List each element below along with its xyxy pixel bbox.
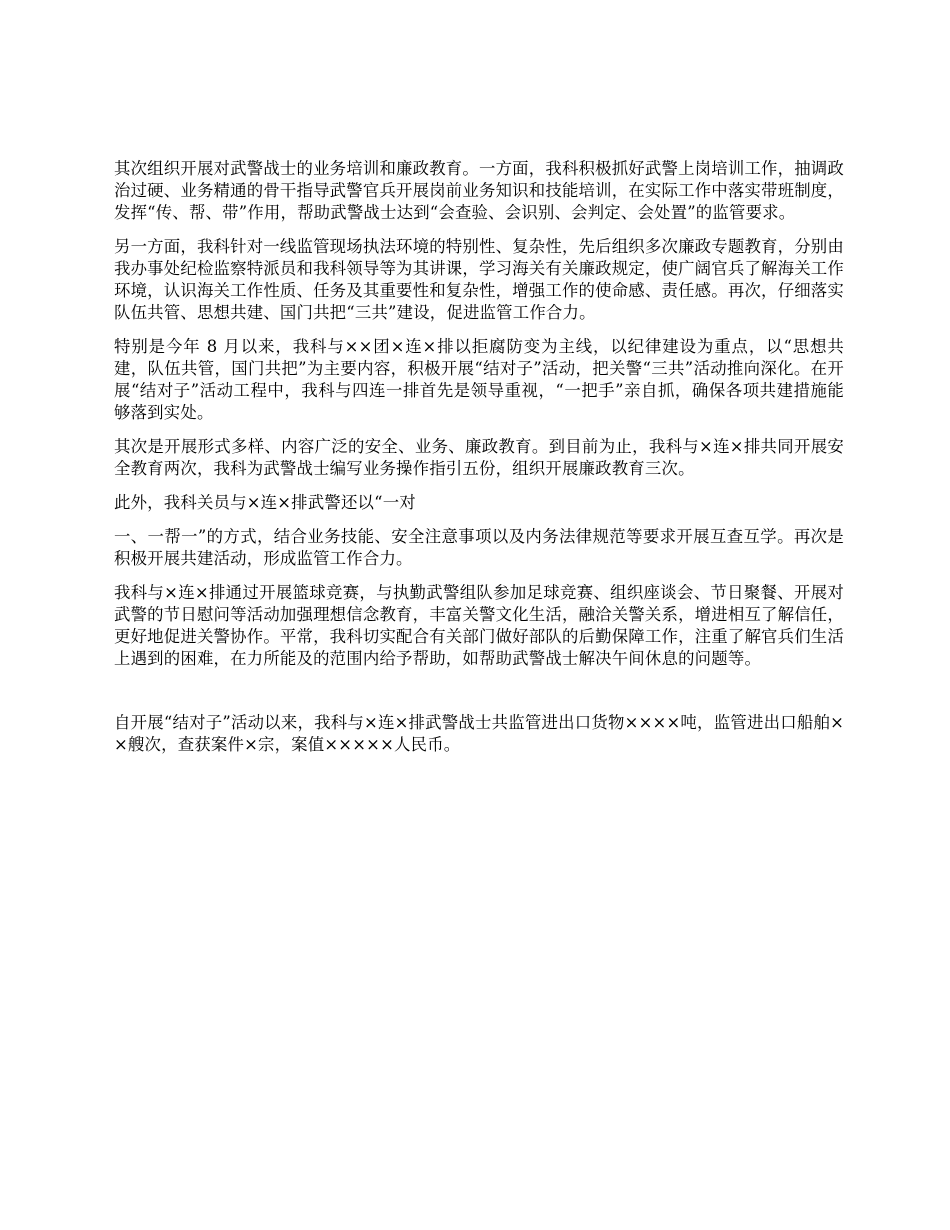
paragraph-pairing-activity: 特别是今年 8 月以来，我科与××团×连×排以拒腐防变为主线，以纪律建设为重点，以“思想共建，队伍共管，国门共把”为主要内容，积极开展“结对子”活动，把关警“三共”活动推向深化。在开展“结对子”活动工程中，我科与四连一排首先是领导重视，“一把手”亲自抓，确保各项共建措施能够落到实处。 — [114, 337, 844, 422]
paragraph-integrity-education: 另一方面，我科针对一线监管现场执法环境的特别性、复杂性，先后组织多次廉政专题教育，分别由我办事处纪检监察特派员和我科领导等为其讲课，学习海关有关廉政规定，使广阔官兵了解海关工作环境，认识海关工作性质、任务及其重要性和复杂性，增强工作的使命感、责任感。再次，仔细落实队伍共管、思想共建、国门共把“三共”建设，促进监管工作合力。 — [114, 237, 844, 322]
paragraph-joint-activities: 我科与×连×排通过开展篮球竞赛，与执勤武警组队参加足球竞赛、组织座谈会、节日聚餐、开展对武警的节日慰问等活动加强理想信念教育，丰富关警文化生活，融洽关警关系，增进相互了解信任，更好地促进关警协作。平常，我科切实配合有关部门做好部队的后勤保障工作，注重了解官兵们生活上遇到的困难，在力所能及的范围内给予帮助，如帮助武警战士解决午间休息的问题等。 — [114, 583, 844, 668]
paragraph-diverse-education: 其次是开展形式多样、内容广泛的安全、业务、廉政教育。到目前为止，我科与×连×排共同开展安全教育两次，我科为武警战士编写业务操作指引五份，组织开展廉政教育三次。 — [114, 437, 844, 478]
paragraph-training: 其次组织开展对武警战士的业务培训和廉政教育。一方面，我科积极抓好武警上岗培训工作，抽调政治过硬、业务精通的骨干指导武警官兵开展岗前业务知识和技能培训，在实际工作中落实带班制度，发挥“传、帮、带”作用，帮助武警战士达到“会查验、会识别、会判定、会处置”的监管要求。 — [114, 159, 844, 222]
paragraph-one-on-one-continued: 一、一帮一”的方式，结合业务技能、安全注意事项以及内务法律规范等要求开展互查互学。再次是积极开展共建活动，形成监管工作合力。 — [114, 527, 844, 568]
paragraph-results: 自开展“结对子”活动以来，我科与×连×排武警战士共监管进出口货物××××吨，监管进出口船舶××艘次，查获案件×宗，案值×××××人民币。 — [114, 713, 844, 754]
document-body — [114, 158, 844, 768]
paragraph-one-on-one-start: 此外，我科关员与×连×排武警还以“一对 — [114, 493, 416, 512]
paragraph-gap — [114, 682, 844, 712]
